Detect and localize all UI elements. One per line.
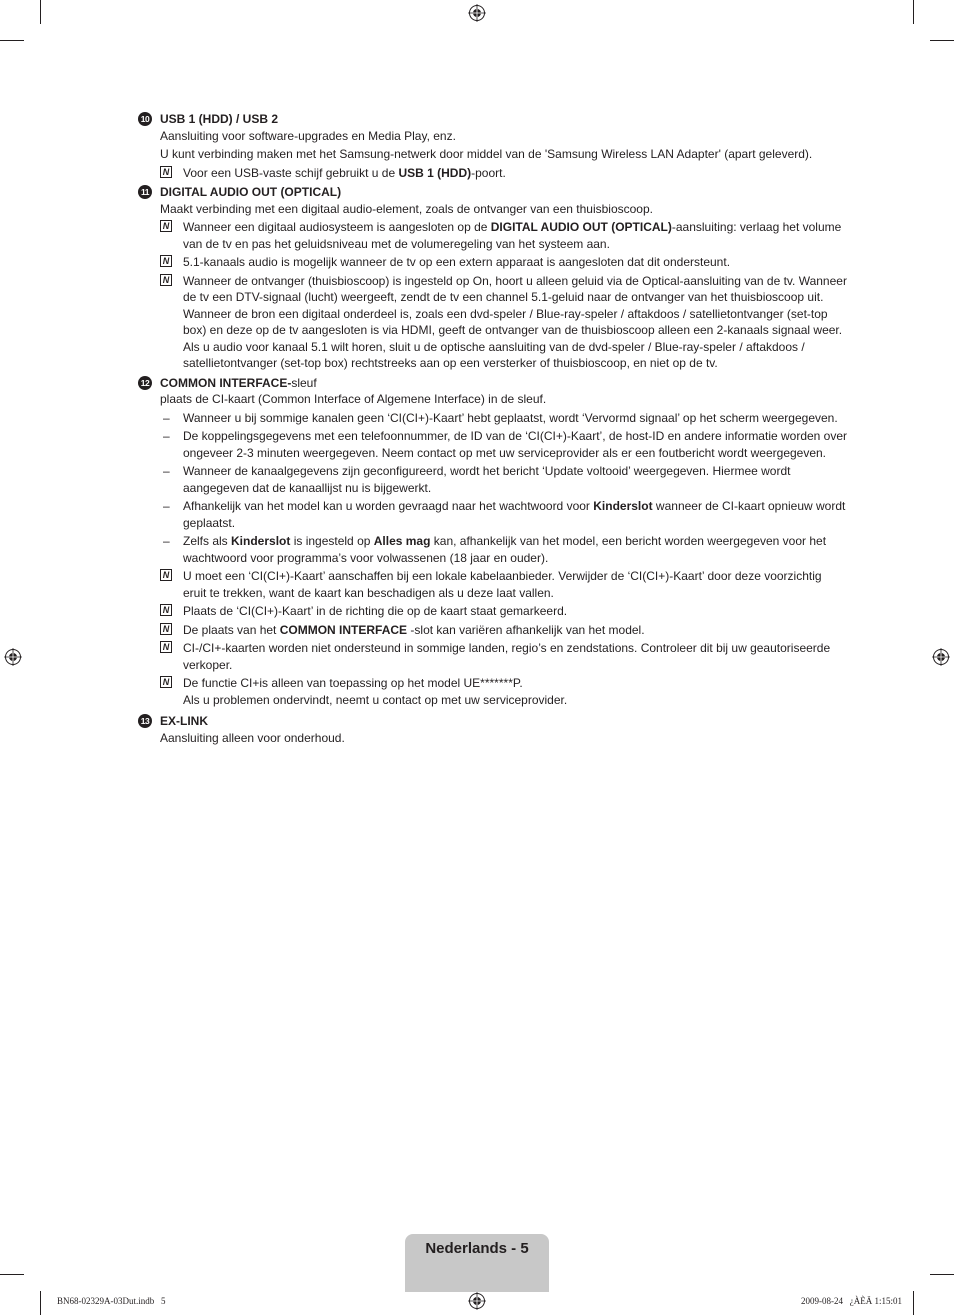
section-ex-link (138, 713, 848, 746)
note-item: N De plaats van het COMMON INTERFACE -slot kan variëren afhankelijk van het model. (160, 622, 848, 639)
dash-item: – Afhankelijk van het model kan u worden gevraagd naar het wachtwoord voor Kinderslot wanneer de CI-kaart opnieuw wordt geplaatst. (163, 499, 846, 530)
dash-item: – De koppelingsgegevens met een telefoonnummer, de ID van de ‘CI(CI+)-Kaart’, de host-ID en andere informatie worden over ongeveer 2-3 minuten weergegeven. Neem contact op met uw serviceprovider als er een foutbericht wordt weergegeven. (163, 429, 848, 460)
note-item: N 5.1-kanaals audio is mogelijk wanneer de tv op een extern apparaat is aangesloten dat dit ondersteunt. (160, 254, 848, 271)
crop-mark (913, 0, 914, 24)
crop-mark (40, 0, 41, 24)
section-number-badge: 13 (138, 714, 152, 728)
note-item: N CI-/CI+-kaarten worden niet ondersteund in sommige landen, regio’s en zendstations. Controleer dit bij uw geautoriseerde verkoper. (160, 640, 848, 673)
section-text: plaats de CI-kaart (Common Interface of Algemene Interface) in de sleuf. (160, 392, 547, 406)
crop-mark (40, 1291, 41, 1315)
note-icon: N (160, 604, 172, 616)
registration-mark-icon (468, 4, 486, 22)
dash-item: – Zelfs als Kinderslot is ingesteld op Alles mag kan, afhankelijk van het model, een bericht worden weergegeven voor het wachtwoord voor programma’s voor volwassenen (18 jaar en ouder). (163, 534, 827, 565)
section-usb (138, 111, 848, 181)
note-item: N Voor een USB-vaste schijf gebruikt u de USB 1 (HDD)-poort. (160, 165, 848, 182)
dash-marker: – (163, 464, 170, 478)
section-title: COMMON INTERFACE-sleuf (160, 375, 317, 390)
section-common-interface (138, 375, 848, 709)
section-number-badge: 11 (138, 185, 152, 199)
note-item: N U moet een ‘CI(CI+)-Kaart’ aanschaffen bij een lokale kabelaanbieder. Verwijder de ‘CI(CI+)-Kaart’ door deze voorzichtig eruit te trekken, want de kaart kan beschadigen als u deze laat vallen. (160, 568, 848, 601)
page-number-label: Nederlands - 5 (425, 1240, 529, 1257)
manual-content (138, 111, 848, 746)
section-text: Aansluiting alleen voor onderhoud. (160, 730, 345, 745)
print-slug-left: BN68-02329A-03Dut.indb 5 (57, 1296, 166, 1306)
dash-item: – Wanneer de kanaalgegevens zijn geconfigureerd, wordt het bericht ‘Update voltooid’ weergegeven. Hiermee wordt aangegeven dat de kanaallijst nu is bijgewerkt. (163, 464, 791, 495)
note-icon: N (160, 274, 172, 286)
dash-marker: – (163, 410, 170, 425)
crop-mark (930, 40, 954, 41)
registration-mark-icon (4, 648, 22, 666)
section-number-badge: 12 (138, 376, 152, 390)
dash-marker: – (163, 499, 170, 513)
print-slug-right: 2009-08-24 ¿ÀÈÄ 1:15:01 (801, 1296, 902, 1306)
note-icon: N (160, 166, 172, 178)
crop-mark (0, 40, 24, 41)
section-text: Aansluiting voor software-upgrades en Media Play, enz. (160, 128, 456, 143)
note-icon: N (160, 623, 172, 635)
section-text: Maakt verbinding met een digitaal audio-element, zoals de ontvanger van een thuisbioscoop. (160, 201, 653, 216)
section-title: EX-LINK (160, 714, 208, 728)
dash-item: – Wanneer u bij sommige kanalen geen ‘CI(CI+)-Kaart’ hebt geplaatst, wordt ‘Vervormd signaal’ op het scherm weergegeven. (163, 410, 838, 425)
note-item: N Wanneer een digitaal audiosysteem is aangesloten op de DIGITAL AUDIO OUT (OPTICAL)-aansluiting: verlaag het volume van de tv en pas het geluidsniveau met de volumeregeling van het systeem aan. (160, 219, 848, 252)
crop-mark (930, 1274, 954, 1275)
registration-mark-icon (932, 648, 950, 666)
dash-marker: – (163, 534, 170, 548)
note-item: N De functie CI+is alleen van toepassing op het model UE*******P. Als u problemen ondervindt, neemt u contact op met uw serviceprovider. (160, 675, 848, 708)
section-title: USB 1 (HDD) / USB 2 (160, 112, 279, 126)
section-title: DIGITAL AUDIO OUT (OPTICAL) (160, 185, 342, 199)
note-icon: N (160, 220, 172, 232)
section-digital-audio (138, 184, 848, 372)
crop-mark (0, 1274, 24, 1275)
note-item: N Wanneer de ontvanger (thuisbioscoop) is ingesteld op On, hoort u alleen geluid via de Optical-aansluiting van de tv. Wanneer de tv een DTV-signaal (lucht) weergeeft, zendt de tv een channel 5.1-geluid naar de ontvanger van het thuisbioscoop uit. Wanneer de bron een digitaal onderdeel is, zoals een dvd-speler / Blue-ray-speler / aftakdoos / satellietontvanger (set-top box) en deze op de tv aangesloten is via HDMI, geeft de ontvanger van de thuisbioscoop alleen een 2-kanaals signaal weer. Als u audio voor kanaal 5.1 wilt horen, sluit u de optische aansluiting van de dvd-speler / Blue-ray-speler / aftakdoos / satellietontvanger (set-top box) rechtstreeks aan op een versterker of thuisbioscoop, en niet op de tv. (160, 273, 848, 372)
note-icon: N (160, 569, 172, 581)
note-item: N Plaats de ‘CI(CI+)-Kaart’ in de richting die op de kaart staat gemarkeerd. (160, 603, 848, 620)
note-icon: N (160, 255, 172, 267)
note-icon: N (160, 641, 172, 653)
section-number-badge: 10 (138, 112, 152, 126)
registration-mark-icon (468, 1292, 486, 1310)
section-text: U kunt verbinding maken met het Samsung-netwerk door middel van de 'Samsung Wireless LAN Adapter' (apart geleverd). (160, 147, 813, 161)
crop-mark (913, 1291, 914, 1315)
dash-marker: – (163, 429, 170, 443)
note-icon: N (160, 676, 172, 688)
